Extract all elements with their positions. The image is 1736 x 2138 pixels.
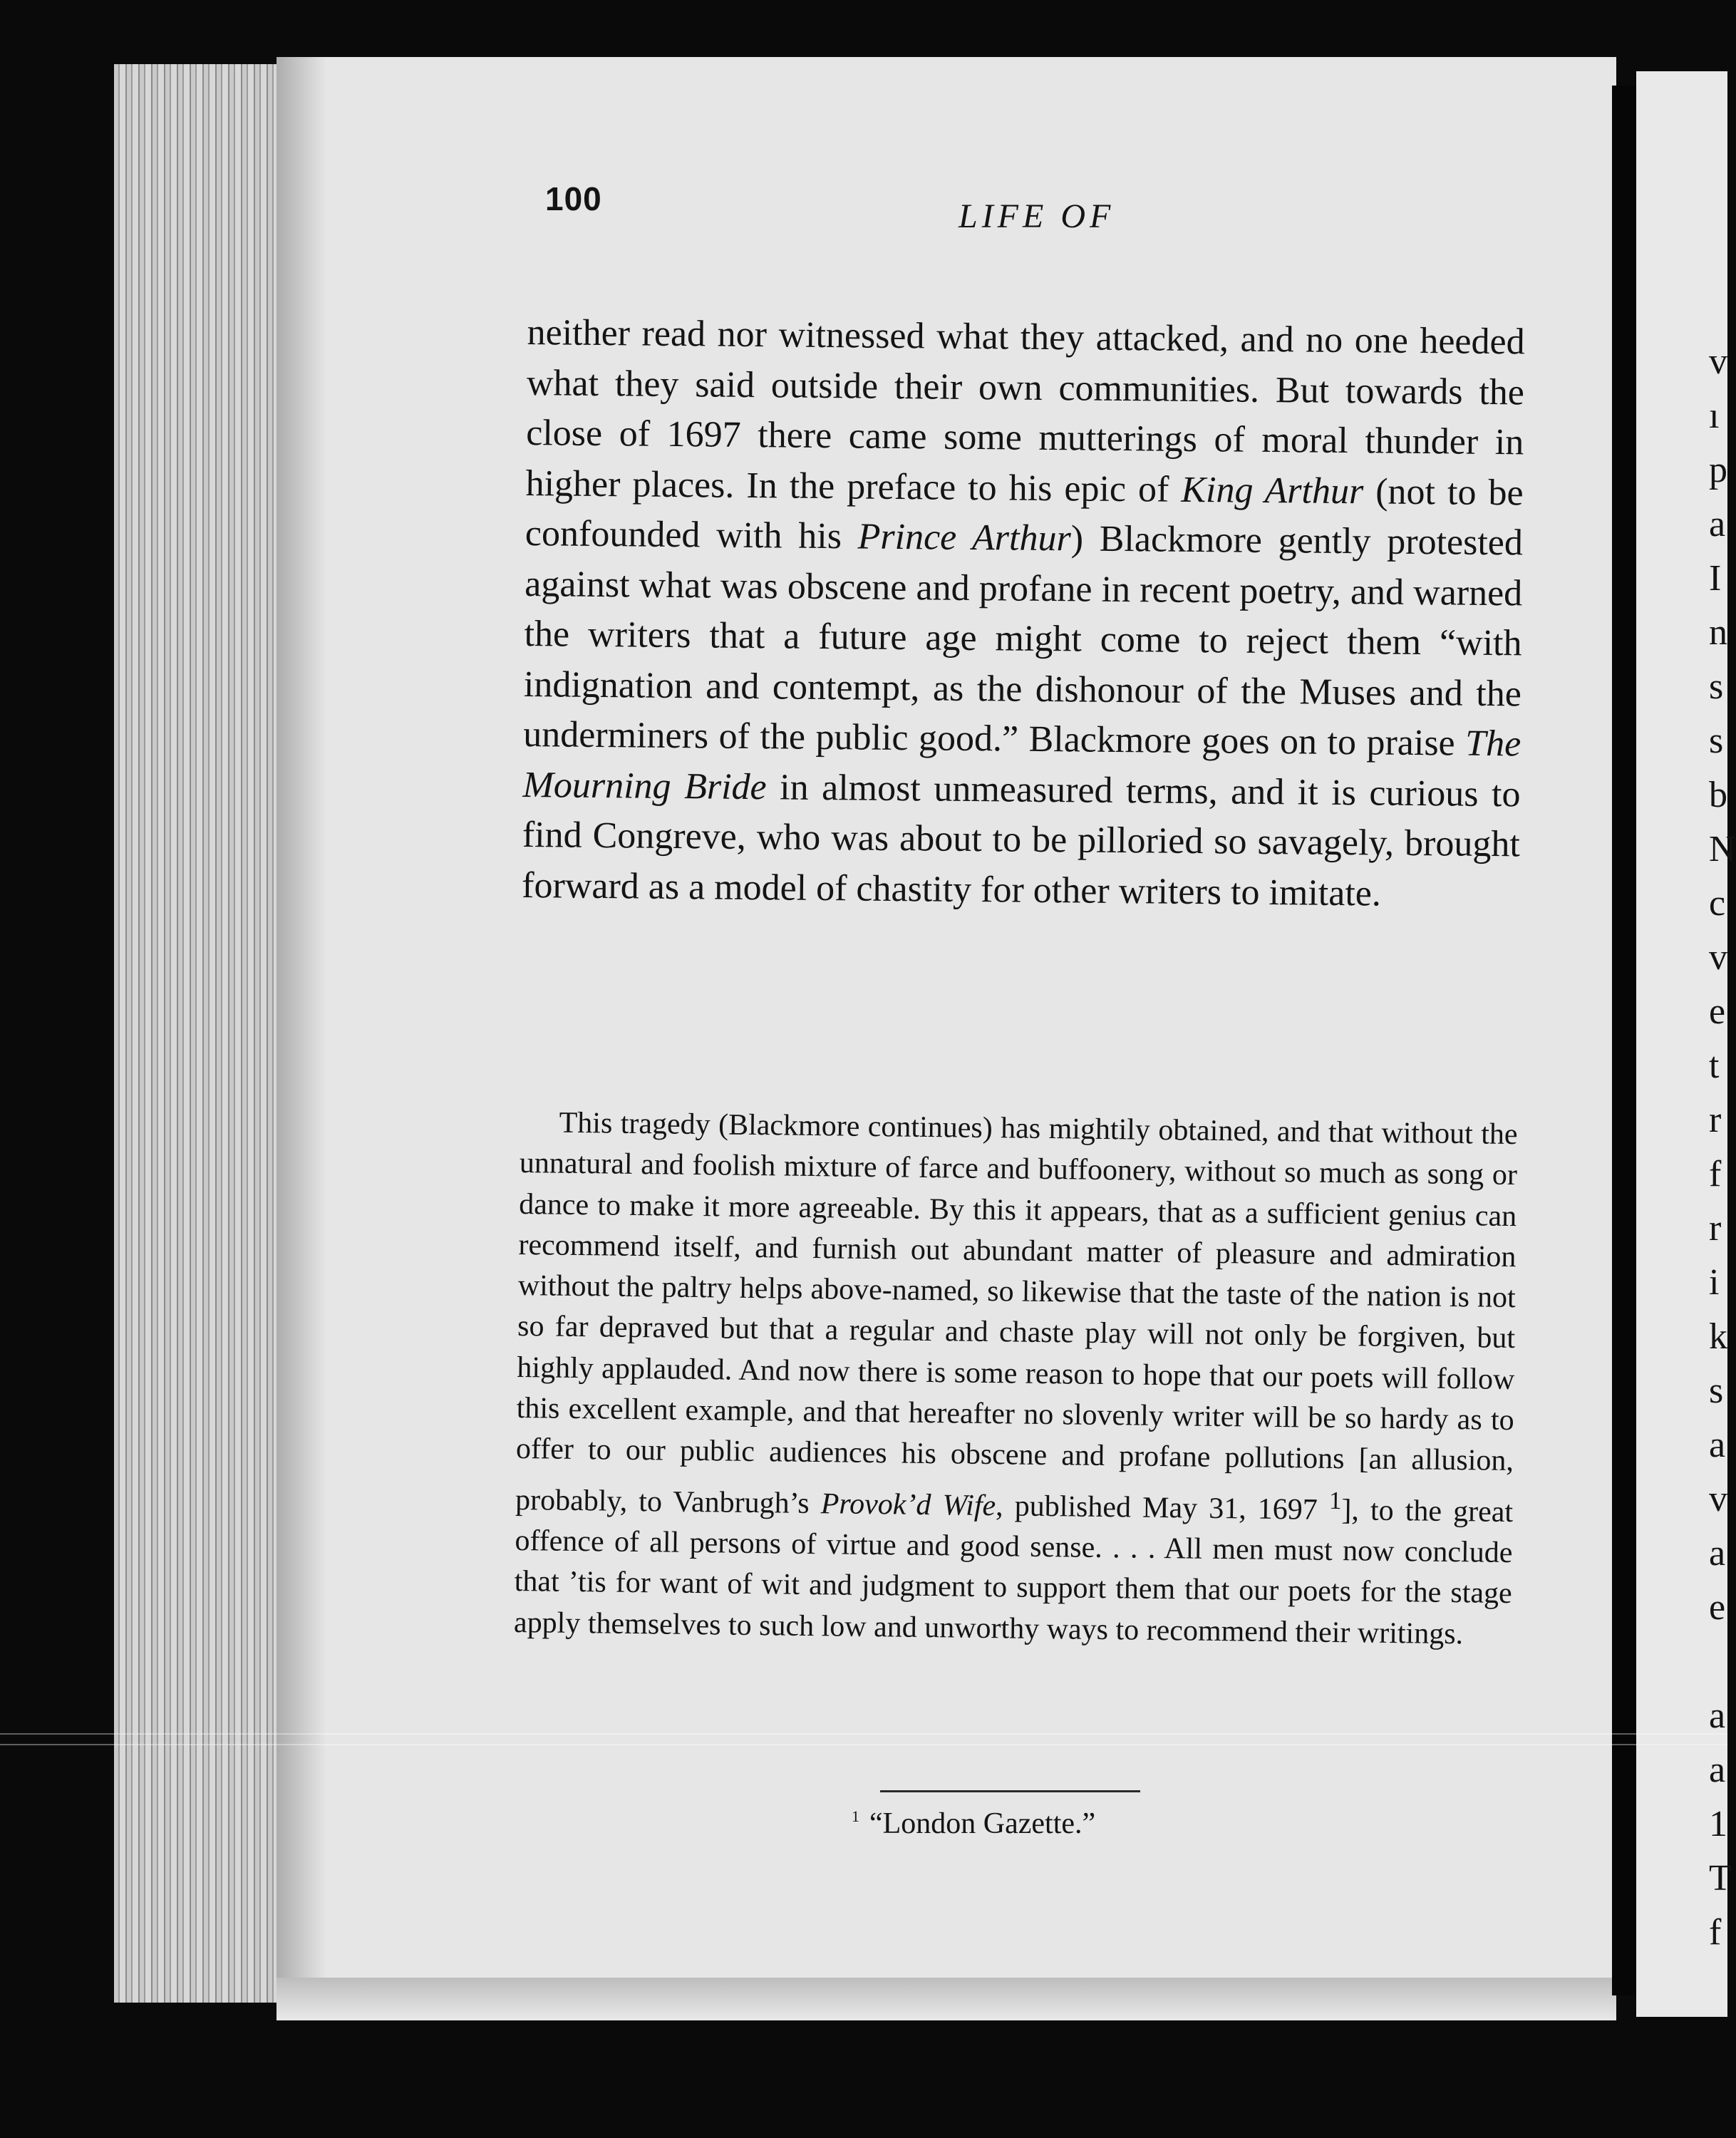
page-bottom-edge — [277, 1978, 1616, 2020]
body-text-segment: in almost unmeasured terms, and it is curious to find Congreve, who was about to be pilloried so savagely, brought forward as a model of chastity for other writers to imitate. — [521, 766, 1521, 914]
body-text-segment: neither read nor witnessed what they attacked, and no one heeded what they said outside their own communities. But towards the close of 1697 there came some mutterings of moral thunder in higher places. In the preface to his epic of — [525, 311, 1525, 510]
title-mourning-bride: The Mourning Bride — [522, 723, 1521, 807]
footnote-reference: 1 — [1328, 1486, 1342, 1514]
title-king-arthur: King Arthur — [1181, 469, 1364, 512]
body-text-segment: ) Blackmore gently protested against what was obscene and profane in recent poetry, and warned the writers that a future age might come to reject them “with indignation and contempt, as the dishonour of the Muses and the underminers of the public good.” Blackmore goes on to praise — [522, 518, 1524, 764]
scan-artifact-line — [0, 1733, 1727, 1735]
body-text-segment: (not to be confounded with his — [525, 470, 1524, 557]
running-head: LIFE OF — [959, 197, 1115, 235]
footnote-marker: 1 — [852, 1807, 859, 1825]
footnote-rule — [880, 1790, 1140, 1792]
quote-text-segment: , published May 31, 1697 — [995, 1489, 1330, 1527]
page-edges — [114, 64, 292, 2003]
footnote — [852, 1807, 1095, 1841]
block-quotation — [514, 1102, 1518, 1656]
title-provokd-wife: Provok’d Wife — [820, 1487, 996, 1522]
body-paragraph — [522, 308, 1525, 920]
page-number: 100 — [545, 180, 602, 217]
facing-page-letters: v ı p a I n s s b N c v e t r f r i k s a v a e a a 1 T f — [1709, 341, 1736, 1953]
page-shadow — [277, 57, 326, 1981]
book-gutter — [1612, 86, 1636, 1995]
title-prince-arthur: Prince Arthur — [857, 516, 1072, 559]
footnote-text: “London Gazette.” — [869, 1807, 1096, 1840]
scan-artifact-line — [0, 1744, 1727, 1745]
quote-text-segment: This tragedy (Blackmore continues) has mightily obtained, and that without the unnatural and foolish mixture of farce and buffoonery, without so much as song or dance to make it more agreeable. By this it appears, that as a sufficient genius can recommend itself, and furnish out abundant matter of pleasure and admiration without the paltry helps above-named, so likewise that the taste of the nation is not so far depraved but that a regular and chaste play will not only be forgiven, but highly applauded. And now there is some reason to hope that our poets will follow this excellent example, and that hereafter no slovenly writer will be so hardy as to offer to our public audiences his obscene and profane pollutions [an allusion, probably, to Vanbrugh’s — [515, 1106, 1518, 1520]
quote-text-segment: ], to the great offence of all persons of virtue and good sense. . . . All men must now conclude that ’tis for want of wit and judgment to support them that our poets for the stage apply themselves to such low and unworthy ways to recommend their writings. — [513, 1493, 1514, 1651]
